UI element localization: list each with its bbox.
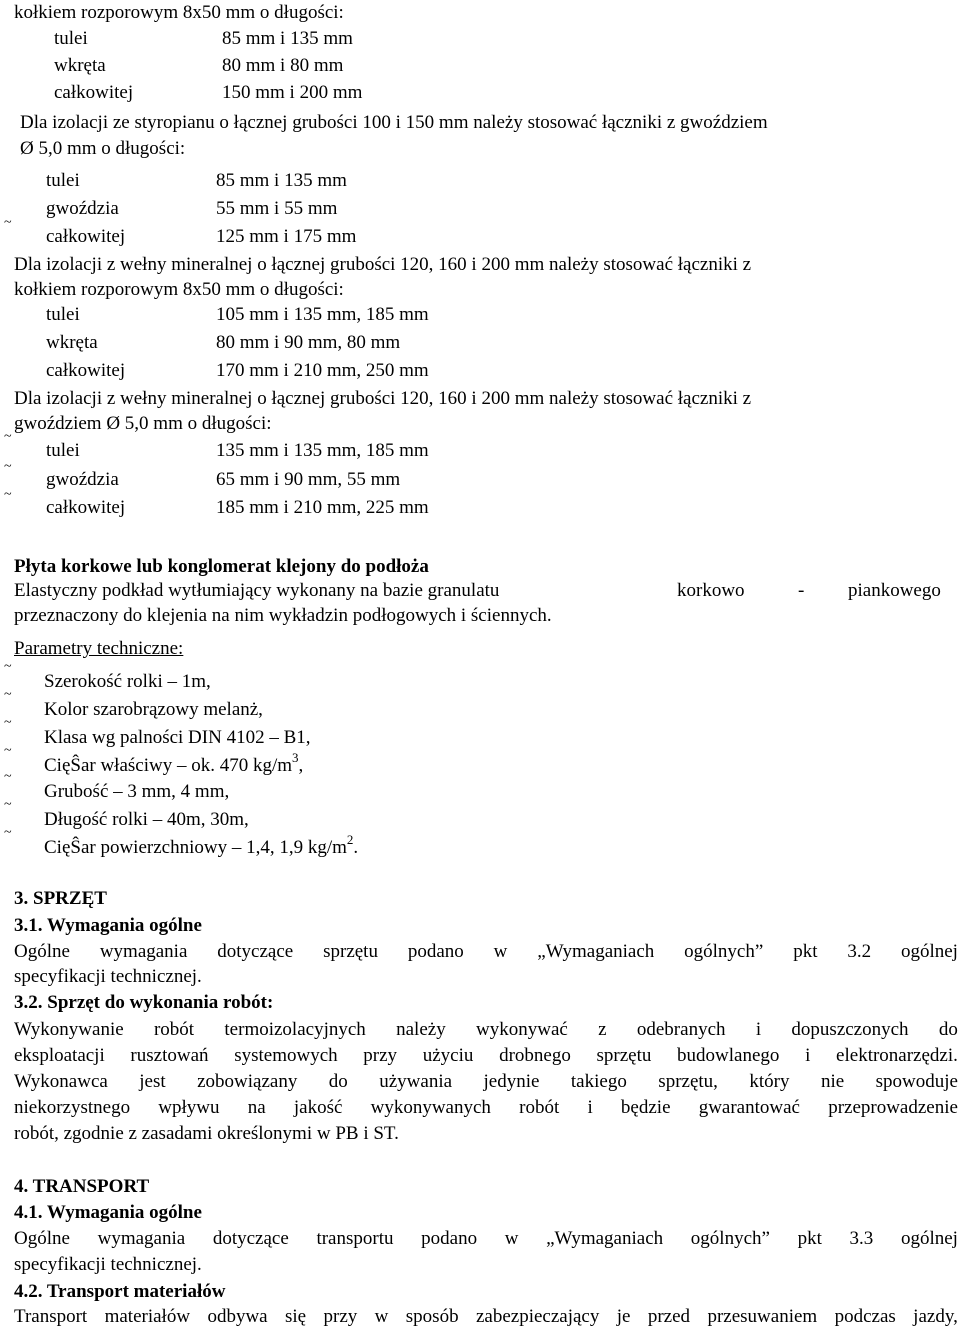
word: Wykonywanie [14, 1019, 124, 1040]
word: wykonywać [476, 1019, 568, 1040]
b1-row-value: 85 mm i 135 mm [222, 28, 353, 49]
tilde-bullet-icon: ~ [4, 687, 12, 702]
word: należy [396, 1019, 446, 1040]
word: ogólnej [900, 1228, 958, 1249]
b4-row-label: tulei [46, 440, 80, 461]
word: i [587, 1097, 593, 1118]
b2-row-value: 125 mm i 175 mm [216, 226, 357, 247]
section-3-1-heading: 3.1. Wymagania ogólne [14, 915, 202, 936]
word: wymagania [97, 1228, 186, 1249]
word: termoizolacyjnych [224, 1019, 366, 1040]
b3-row-value: 170 mm i 210 mm, 250 mm [216, 360, 429, 381]
para-line: specyfikacji technicznej. [14, 966, 202, 987]
word: budowlanego [677, 1045, 780, 1066]
word: z [598, 1019, 607, 1040]
word: w [374, 1306, 389, 1327]
word: w [493, 941, 508, 962]
word: podano [407, 941, 464, 962]
word: podczas [834, 1306, 896, 1327]
b3-row-value: 105 mm i 135 mm, 185 mm [216, 304, 429, 325]
b1-row-label: wkręta [54, 55, 106, 76]
b3-row-label: wkręta [46, 332, 98, 353]
param-item: Długość rolki – 40m, 30m, [44, 809, 249, 830]
word: elektronarzędzi. [836, 1045, 958, 1066]
word: wymagania [99, 941, 188, 962]
word: i [805, 1045, 811, 1066]
word: Transport [14, 1306, 88, 1327]
cork-desc-part: piankowego [848, 580, 941, 601]
param-item: CięŜar powierzchniowy – 1,4, 1,9 $kg/m^2$. [44, 832, 359, 858]
word: dotyczące [217, 941, 294, 962]
b2-row-value: 85 mm i 135 mm [216, 170, 347, 191]
word: podano [421, 1228, 478, 1249]
cork-desc-part: Elastyczny podkład wytłumiający wykonany na bazie granulatu [14, 580, 500, 601]
para-line [14, 1069, 958, 1095]
b2-line2: Ø 5,0 mm o długości: [20, 138, 186, 159]
word: sprzętu [323, 941, 378, 962]
tilde-bullet-icon: ~ [4, 769, 12, 784]
word: „Wymaganiach [546, 1228, 664, 1249]
section-4-heading: 4. TRANSPORT [14, 1176, 150, 1197]
word: ogólnych” [684, 941, 764, 962]
word: pkt [793, 941, 818, 962]
param-item: Szerokość rolki – 1m, [44, 671, 211, 692]
tilde-bullet-icon: ~ [4, 215, 12, 230]
b1-intro: kołkiem rozporowym 8x50 mm o długości: [14, 2, 344, 23]
tilde-bullet-icon: ~ [4, 459, 12, 474]
b4-line2: gwoździem Ø 5,0 mm o długości: [14, 413, 272, 434]
b4-row-label: gwoździa [46, 469, 119, 490]
word: jazdy, [913, 1306, 958, 1327]
word: przy [323, 1306, 358, 1327]
param-item: Grubość – 3 mm, 4 mm, [44, 781, 230, 802]
b2-row-label: całkowitej [46, 226, 126, 247]
word: 3.2 [847, 941, 872, 962]
word: który [749, 1071, 790, 1092]
word: w [504, 1228, 519, 1249]
para-line: specyfikacji technicznej. [14, 1254, 202, 1275]
word: pkt [797, 1228, 822, 1249]
cork-desc-line2: przeznaczony do klejenia na nim wykładzin podłogowych i ściennych. [14, 605, 552, 626]
tilde-bullet-icon: ~ [4, 659, 12, 674]
word: jedynie [483, 1071, 540, 1092]
word: sprzętu, [658, 1071, 718, 1092]
para-line: robót, zgodnie z zasadami określonymi w PB i ST. [14, 1123, 399, 1144]
para-line [14, 1304, 958, 1330]
b1-row-value: 80 mm i 80 mm [222, 55, 344, 76]
word: jakość [293, 1097, 343, 1118]
word: jest [139, 1071, 166, 1092]
tilde-bullet-icon: ~ [4, 715, 12, 730]
b2-row-value: 55 mm i 55 mm [216, 198, 338, 219]
param-item: Klasa wg palności DIN 4102 – B1, [44, 727, 311, 748]
b1-row-label: tulei [54, 28, 88, 49]
word: robót [153, 1019, 195, 1040]
word: wpływu [158, 1097, 220, 1118]
tilde-bullet-icon: ~ [4, 797, 12, 812]
section-4-1-heading: 4.1. Wymagania ogólne [14, 1202, 202, 1223]
section-4-2-heading: 4.2. Transport materiałów [14, 1281, 226, 1302]
tilde-bullet-icon: ~ [4, 487, 12, 502]
word: materiałów [104, 1306, 191, 1327]
tilde-bullet-icon: ~ [4, 743, 12, 758]
word: eksploatacji [14, 1045, 105, 1066]
b3-row-value: 80 mm i 90 mm, 80 mm [216, 332, 401, 353]
para-line [14, 1226, 958, 1252]
word: nie [820, 1071, 845, 1092]
cork-desc-part: korkowo [677, 580, 745, 601]
b4-row-label: całkowitej [46, 497, 126, 518]
word: przy [363, 1045, 398, 1066]
word: drobnego [499, 1045, 571, 1066]
word: używania [379, 1071, 453, 1092]
b2-row-label: gwoździa [46, 198, 119, 219]
word: robót [519, 1097, 560, 1118]
para-line [14, 1017, 958, 1043]
word: użyciu [422, 1045, 474, 1066]
word: systemowych [234, 1045, 338, 1066]
b4-line1: Dla izolacji z wełny mineralnej o łącznej grubości 120, 160 i 200 mm należy stosować łączniki z [14, 388, 752, 409]
word: niekorzystnego [14, 1097, 131, 1118]
word: gwarantować [698, 1097, 800, 1118]
word: ogólnej [900, 941, 958, 962]
b4-row-value: 65 mm i 90 mm, 55 mm [216, 469, 401, 490]
word: odebranych [636, 1019, 726, 1040]
b1-row-value: 150 mm i 200 mm [222, 82, 363, 103]
section-3-heading: 3. SPRZĘT [14, 888, 107, 909]
b4-row-value: 135 mm i 135 mm, 185 mm [216, 440, 429, 461]
tilde-bullet-icon: ~ [4, 825, 12, 840]
word: „Wymaganiach [537, 941, 655, 962]
param-item: Kolor szarobrązowy melanż, [44, 699, 263, 720]
word: będzie [620, 1097, 671, 1118]
word: ogólnych” [690, 1228, 770, 1249]
b1-row-label: całkowitej [54, 82, 134, 103]
word: i [755, 1019, 762, 1040]
params-title: Parametry techniczne: [14, 638, 184, 659]
word: się [285, 1306, 307, 1327]
word: Ogólne [14, 941, 70, 962]
b2-line1: Dla izolacji ze styropianu o łącznej grubości 100 i 150 mm należy stosować łączniki z gwoździem [20, 112, 768, 133]
word: takiego [570, 1071, 627, 1092]
word: zabezpieczający [475, 1306, 600, 1327]
cork-heading: Płyta korkowe lub konglomerat klejony do podłoża [14, 556, 429, 577]
cork-desc-part: - [798, 580, 805, 601]
b4-row-value: 185 mm i 210 mm, 225 mm [216, 497, 429, 518]
word: dotyczące [212, 1228, 289, 1249]
para-line [14, 1095, 958, 1121]
word: sposób [405, 1306, 459, 1327]
section-3-2-heading: 3.2. Sprzęt do wykonania robót: [14, 992, 274, 1013]
word: rusztowań [130, 1045, 209, 1066]
para-line [14, 939, 958, 965]
word: do [328, 1071, 348, 1092]
b3-row-label: tulei [46, 304, 80, 325]
word: zobowiązany [197, 1071, 298, 1092]
b3-row-label: całkowitej [46, 360, 126, 381]
word: odbywa [207, 1306, 268, 1327]
b3-line1: Dla izolacji z wełny mineralnej o łącznej grubości 120, 160 i 200 mm należy stosować łączniki z [14, 254, 752, 275]
word: spowoduje [875, 1071, 958, 1092]
word: dopuszczonych [791, 1019, 909, 1040]
word: wykonywanych [370, 1097, 491, 1118]
word: przesuwaniem [707, 1306, 818, 1327]
word: na [247, 1097, 266, 1118]
word: przed [647, 1306, 691, 1327]
param-item: CięŜar właściwy – ok. 470 $kg/m^3$, [44, 750, 304, 776]
b2-row-label: tulei [46, 170, 80, 191]
word: do [938, 1019, 958, 1040]
b3-line2: kołkiem rozporowym 8x50 mm o długości: [14, 279, 344, 300]
para-line [14, 1043, 958, 1069]
word: sprzętu [596, 1045, 652, 1066]
tilde-bullet-icon: ~ [4, 429, 12, 444]
word: 3.3 [849, 1228, 874, 1249]
word: transportu [316, 1228, 394, 1249]
word: je [616, 1306, 631, 1327]
word: Wykonawca [14, 1071, 108, 1092]
word: Ogólne [14, 1228, 70, 1249]
word: przeprowadzenie [828, 1097, 958, 1118]
